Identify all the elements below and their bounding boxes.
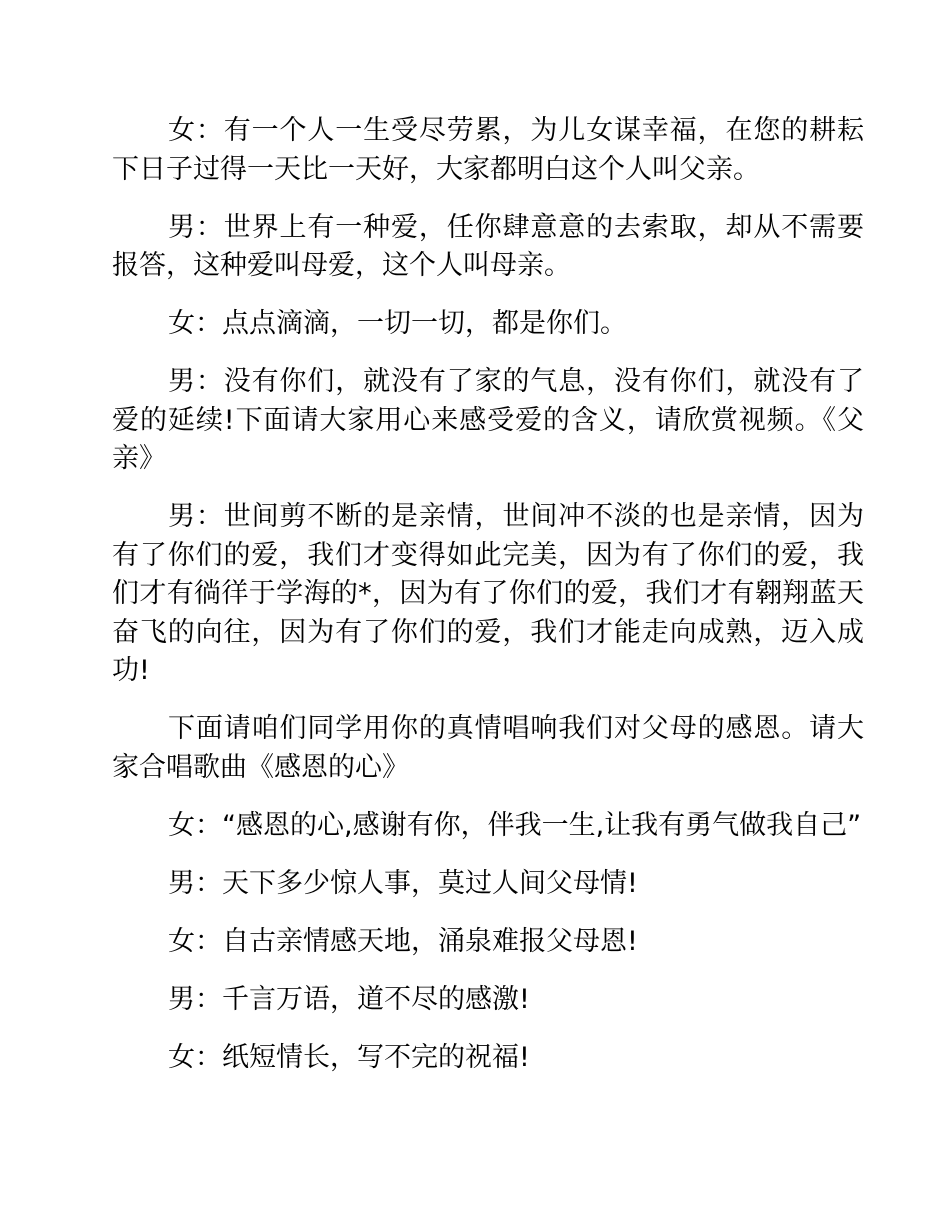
paragraph-1: 女：有一个人一生受尽劳累，为儿女谋幸福，在您的耕耘下日子过得一天比一天好，大家都明白这个人叫父亲。 — [112, 115, 864, 185]
paragraph-7: 女：“感恩的心,感谢有你，伴我一生,让我有勇气做我自己” — [168, 809, 862, 841]
paragraph-3: 女：点点滴滴，一切一切，都是你们。 — [168, 308, 627, 339]
paragraph-5: 男：世间剪不断的是亲情，世间冲不淡的也是亲情，因为有了你们的爱，我们才变得如此完美，因为有了你们的爱，我们才有徜徉于学海的*，因为有了你们的爱，我们才有翱翔蓝天奋飞的向往，因为有了你们的爱，我们才能走向成熟，迈入成功! — [112, 501, 864, 686]
paragraph-2: 男：世界上有一种爱，任你肆意意的去索取，却从不需要报答，这种爱叫母爱，这个人叫母亲。 — [112, 211, 864, 281]
document-body — [112, 112, 864, 1097]
paragraph-10: 男：千言万语，道不尽的感激! — [168, 983, 530, 1015]
paragraph-4: 男：没有你们，就没有了家的气息，没有你们，就没有了爱的延续!下面请大家用心来感受爱的含义，请欣赏视频。《父亲》 — [112, 366, 864, 474]
paragraph-8: 男：天下多少惊人事，莫过人间父母情! — [168, 867, 638, 899]
paragraph-11: 女：纸短情长，写不完的祝福! — [168, 1041, 530, 1073]
paragraph-6: 下面请咱们同学用你的真情唱响我们对父母的感恩。请大家合唱歌曲《感恩的心》 — [112, 713, 864, 783]
paragraph-9: 女：自古亲情感天地，涌泉难报父母恩! — [168, 925, 638, 957]
